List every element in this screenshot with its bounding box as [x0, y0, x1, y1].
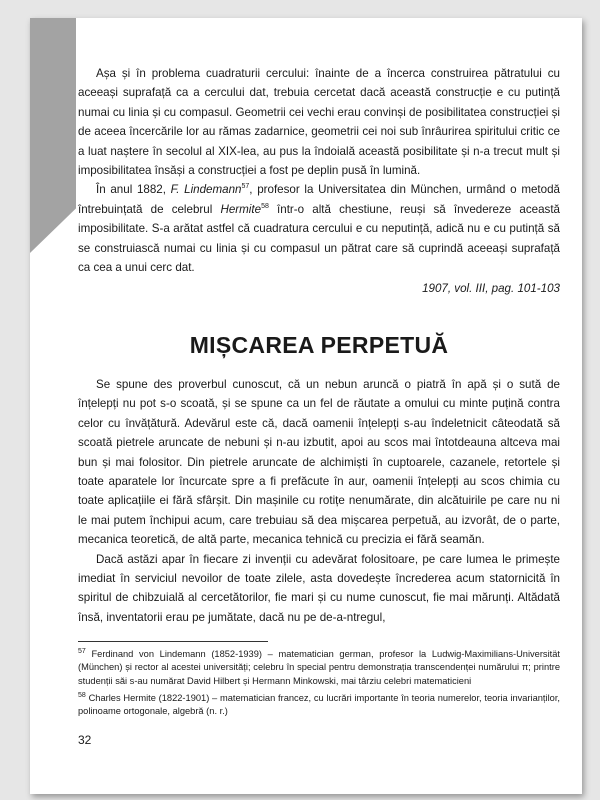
name-lindemann: F. Lindemann [170, 183, 242, 197]
footnote-58-text: Charles Hermite (1822-1901) – matematician francez, cu lucrări importante în teoria numerelor, teoria invarianților, polinoame ortogonale, algebră (n. r.) [78, 692, 560, 716]
paragraph-proverb: Se spune des proverbul cunoscut, că un nebun aruncă o piatră în apă și o sută de înțelepți nu pot s-o scoată, și se spune ca un fel de răutate a omului cu minte puțină contra celor cu învățătură. Adevărul este că, dacă oamenii înțelepți s-au îndeletnicit câteodată să scoată pietrele aruncate de nebuni și n-au izbutit, apoi au scos mai întotdeauna altceva mai bun și mai folositor. Din pietrele aruncate de alchimiști în cuptoarele, cazanele, retortele și toate aparatele lor încurcate spre a fi prefăcute în aur, oamenii înțelepți au scos chimia cu toate aplicațiile ei fără sfârșit. Din mașinile cu rotițe nenumărate, din alcătuirile pe care nu ni le mai putem închipui acum, care trebuiau să dea mișcarea perpetuă, au izvorât, de o parte, mecanica teoretică, de altă parte, mecanica tehnică cu precizia ei fără seamăn. [78, 377, 560, 547]
footnote-57-number: 57 [78, 648, 86, 656]
section-title: MIȘCAREA PERPETUĂ [189, 331, 449, 358]
footnote-ref-58[interactable]: 58 [261, 202, 269, 210]
paragraph-quadrature: Așa și în problema cuadraturii cercului: înainte de a încerca construirea pătratului cu aceeași suprafață ca a cercului dat, trebuia cercetat dacă această construcție e cu putință numai cu linia și cu compasul. Geometrii cei vechi erau convinși de posibilitatea construcției și de aceea încercările lor au rămas zadarnice, geometrii cei noi sub înrâurirea spiritului critic ce a luat naștere în secolul al XIX-lea, au pus la îndoială această posibilitate și n-a trecut mult și imposibilitatea însăși a construcției a fost pe deplin pusă în lumină. [78, 67, 560, 178]
paragraph-inventions: Dacă astăzi apar în fiecare zi invenții cu adevărat folositoare, pe care lumea le primește imediat în serviciul nevoilor de toate zilele, asta dovedește încrederea acum statornicită în spiritul de chibzuială al cercetătorilor, fie mari și cu nume cunoscut, fie mai mărunți. Altădată însă, inventatorii erau pe jumătate, dacă nu pe de-a-ntregul, [78, 552, 560, 624]
p2-start: În anul 1882, [96, 183, 171, 197]
p2-mid: , profesor la Universitatea din München, urmând o metodă întrebuințată de celebrul [78, 183, 560, 216]
page-number: 32 [78, 733, 92, 747]
footnote-58-number: 58 [78, 691, 86, 699]
footnote-ref-57[interactable]: 57 [241, 183, 250, 191]
page-content [78, 64, 560, 722]
p2-end: într-o altă chestiune, reuși să învedereze această imposibilitate. S-a arătat astfel că cuadratura cercului e cu neputință, adică nu e cu putință să se construiască numai cu linia și cu compasul un pătrat care să cuprindă aceeași suprafață ca cea a unui cerc dat. [78, 202, 560, 275]
source-citation: 1907, vol. III, pag. 101-103 [422, 282, 560, 296]
footnote-58 [78, 692, 560, 718]
footnote-divider [78, 641, 268, 642]
book-page [30, 18, 582, 794]
corner-tab-decoration [30, 18, 76, 253]
footnote-57 [78, 648, 560, 688]
paragraph-lindemann [78, 180, 560, 277]
name-hermite: Hermite [220, 202, 262, 216]
footnote-57-text: Ferdinand von Lindemann (1852-1939) – matematician german, profesor la Ludwig-Maximilians-Universität (München) și rector al acestei universități; celebru în special pentru demonstrația transcendenței numărului π; printre studenții săi s-au numărat David Hilbert și Hermann Minkowski, mai târziu celebri matematicieni [78, 649, 560, 686]
